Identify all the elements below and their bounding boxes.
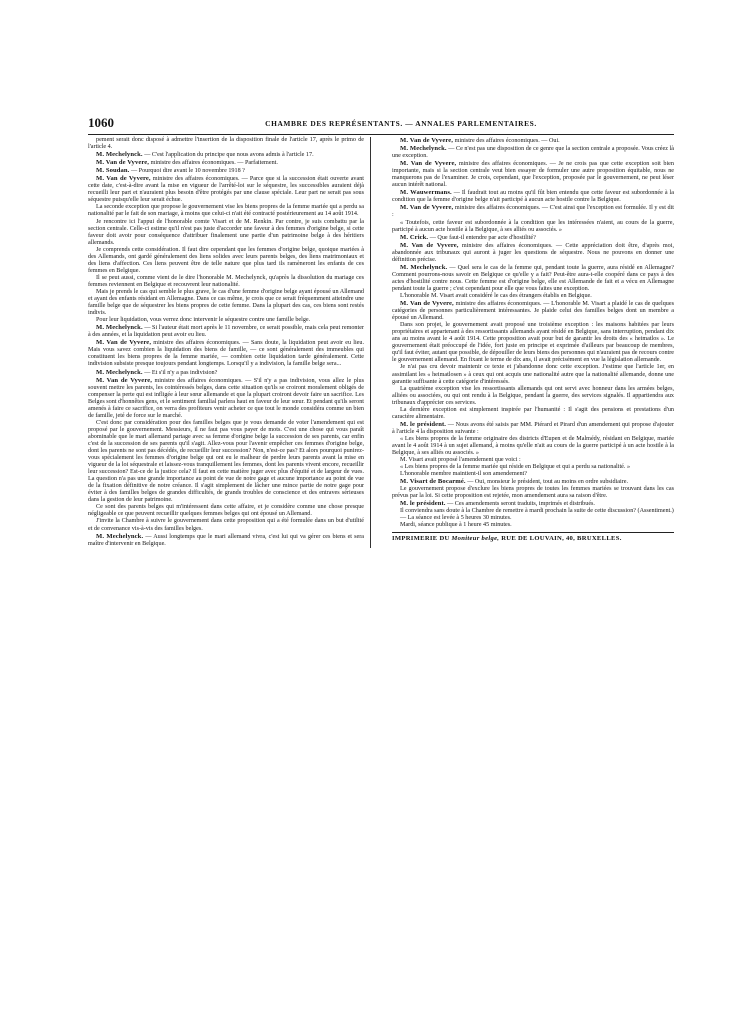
paragraph: [88, 204, 364, 218]
paragraph-text: « Les biens propres de la femme originaire des districts d'Eupen et de Malmédy, résidant en Belgique, mariée avant le 4 août 1914 à un sujet allemand, à moins qu'elle n'ait au cours de la guerre participé à un acte hostile à la Belgique, à ses alliés ou associés. »: [392, 435, 674, 457]
paragraph: [88, 289, 364, 317]
speaker-name: M. Mechelynck.: [96, 324, 143, 332]
paragraph-text: Je rencontre ici l'appui de l'honorable comte Visart et de M. Renkin. Par contre, je suis combattu par la section centrale. Celle-ci estime qu'il n'est pas juste d'accorder une faveur à des femmes d'origine belge, si cette faveur doit avoir pour conséquence d'attribuer finalement une partie d'un patrimoine belge à des héritiers allemands.: [88, 218, 364, 246]
paragraph-text: Je n'ai pas cru devoir maintenir ce texte et j'abandonne donc cette exception. J'estime que l'article 1er, en assimilant les « heimatlosen » à ceux qui ont acquis une nationalité autre que la nationalité allemande, donne une garantie suffisante à cette catégorie d'intéressés.: [392, 364, 674, 385]
paragraph-text: ministre des affaires économiques. — Parce que si la succession était ouverte avant cette date, c'est-à-dire avant la mise en vigueur de l'arrêté-loi sur le séquestre, les successibles auraient déjà recueilli leur part et n'auraient plus besoin d'être protégés par une clause spéciale. Leur part ne serait pas sous séquestre puisqu'elle leur serait échue.: [88, 176, 364, 204]
paragraph-text: ministre des affaires économiques. — S'il n'y a pas indivision, vous allez le plus souvent mettre les parents, les cointéressés belges, dans cette situation qu'ils se croiront moralement obligés de compenser la perte qui est infligée à leur sœur allemande et que la plupart croiront devoir faire un sacrifice. Les Belges sont d'honnêtes gens, et le sentiment familial parlera haut en faveur de leur sœur. Et pendant qu'ils seront amenés à faire ce sacrifice, on verra des profiteurs venir acheter ce que tout le monde considéra comme un bien de famille, jeté de force sur le marché.: [88, 377, 364, 419]
paragraph-text: — La séance est levée à 5 heures 30 minutes.: [400, 515, 512, 522]
speaker-name: M. le président.: [400, 500, 446, 508]
right-column-paragraphs: [392, 137, 674, 530]
speaker-name: M. Mechelynck.: [400, 145, 447, 153]
paragraph: [88, 175, 364, 204]
paragraph-text: — Il faudrait tout au moins qu'il fût bien entendu que cette faveur est subordonnée à la condition que la femme d'origine belge n'ait participé à aucun acte hostile contre la Belgique.: [392, 190, 674, 204]
speaker-name: M. Van de Vyvere,: [400, 160, 457, 168]
paragraph-text: Je comprends cette considération. Il faut dire cependant que les femmes d'origine belge, quoique mariées à des Allemands, ont gardé généralement des liens solides avec leurs parents belges, des liens matrimoniaux et des liens d'affection. Ces liens peuvent être de telle nature que plus tard ils ramèneront les enfants de ces femmes en Belgique.: [88, 246, 364, 274]
speaker-name: M. Mechelynck.: [96, 368, 143, 376]
paragraph-text: Pour leur liquidation, vous verrez donc intervenir le séquestre contre une famille belge.: [96, 317, 311, 324]
paragraph: [392, 300, 674, 322]
paragraph-text: pement serait donc disposé à admettre l'insertion de la disposition finale de l'article 17, après le primo de l'article 4.: [88, 137, 364, 151]
paragraph: [88, 420, 364, 505]
paragraph: [392, 508, 674, 515]
speaker-name: M. Van de Vyvere,: [400, 204, 454, 212]
paragraph-text: « Les biens propres de la femme mariée qui réside en Belgique et qui a perdu sa nationalité. »: [400, 464, 631, 471]
paragraph-text: Mais je prends le cas qui semble le plus grave, le cas d'une femme d'origine belge ayant épousé un Allemand et ayant des enfants résidant en Allemagne. Dans ce cas même, je crois que ce serait fréquemment atteindre une famille belge que de séquestrer les biens propres de cette femme. Dans la plupart des cas, ces biens sont restés indivis.: [88, 288, 364, 317]
speaker-name: M. Van de Vyvere,: [400, 241, 459, 249]
speaker-name: M. Mechelynck.: [96, 532, 144, 540]
imprint-address: RUE DE LOUVAIN, 40, BRUXELLES.: [499, 534, 622, 542]
paragraph-text: — Nous avons été saisis par MM. Piérard et Pirard d'un amendement qui propose d'ajouter à l'article 4 la disposition suivante :: [392, 421, 674, 435]
imprint-newspaper: Moniteur belge,: [451, 534, 500, 542]
paragraph-text: Mardi, séance publique à 1 heure 45 minutes.: [400, 522, 512, 529]
imprint-line: [392, 532, 674, 542]
paragraph-text: ministre des affaires économiques. — Sans doute, la liquidation peut avoir eu lieu. Mais vous savez combien la liquidation des biens de famille, — ce sont généralement des immeubles qui constituent les biens propres de la femme mariée, — combien cette liquidation tarde généralement. Cette indivision subsiste presque toujours pendant longtemps. Lorsqu'il y a indivision, la famille belge sera...: [88, 340, 364, 368]
paragraph: [392, 522, 674, 529]
paragraph: [392, 421, 674, 436]
left-column: [88, 137, 371, 548]
paragraph-text: La quatrième exception vise les ressortissants allemands qui ont servi avec honneur dans les armées belges, alliées ou associées, ou qui ont rendu à la Belgique, pendant la guerre, des services signalés. Il appartiendra aux tribunaux d'apprécier ces services.: [392, 385, 674, 406]
paragraph-text: C'est donc par considération pour des familles belges que je vous demande de voter l'amendement qui est proposé par le gouvernement. Messieurs, il ne faut pas vous payer de mots. C'est une chose qui vous paraît abominable que le mari allemand partage avec sa femme d'origine belge la succession de ses parents, car enfin c'est de la succession de ses parents qu'il s'agit. Allez-vous pour l'avenir empêcher ces femmes d'origine belge, dont les parents ne sont pas décédés, de recueillir leur succession? Non, n'est-ce pas? Et alors pourquoi punirez-vous spécialement les femmes d'origine belge qui ont eu le malheur de perdre leurs parents avant la mise en vigueur de la loi séquestrale et laissez-vous tranquillement les femmes, dont les parents vivent encore, recueillir leur succession? Est-ce de la justice cela? Il faut en cette matière juger avec plus d'équité et de largeur de vues. La question n'a pas une grande importance au point de vue de notre gage et aucune importance au point de vue de la fixation définitive de notre créance. Il s'agit simplement de lâcher une mince partie de notre gage pour éviter à des familles belges de grandes difficultés, de grands troubles de conscience et des entraves sérieuses dans la gestion de leur patrimoine.: [88, 419, 364, 504]
paragraph-text: L'honorable M. Visart avait considéré le cas des étrangers établis en Belgique.: [400, 292, 592, 299]
paragraph-text: — Oui, monsieur le président, tout au moins en ordre subsidiaire.: [467, 479, 629, 486]
speaker-name: M. Van de Vyvere,: [96, 175, 151, 183]
speaker-name: M. Visart de Bocarmé.: [400, 478, 466, 486]
speaker-name: M. Van de Vyvere,: [96, 159, 150, 167]
paragraph: [88, 339, 364, 368]
paragraph-text: M. Visart avait proposé l'amendement que voici :: [400, 457, 521, 464]
page-number: 1060: [88, 115, 114, 130]
paragraph: [392, 436, 674, 457]
paragraph: [392, 145, 674, 160]
paragraph-text: Ce sont des parents belges qui m'intéressent dans cette affaire, et je considère comme une chose presque négligeable ce que peuvent recueillir quelques femmes belges qui ont épousé un Allemand.: [88, 504, 364, 518]
paragraph-text: ministre des affaires économiques. — Je ne crois pas que cette exception soit bien importante, mais si la section centrale veut bien essayer de formuler une autre proposition équitable, nous ne manquerons pas de l'examiner. Je crois, cependant, que l'exception, proposée par le gouvernement, ne peut léser aucun intérêt national.: [392, 161, 674, 189]
text-columns: [88, 137, 674, 548]
paragraph: [88, 317, 364, 324]
paragraph-text: — Quel sera le cas de la femme qui, pendant toute la guerre, aura résidé en Allemagne? Comment pourrons-nous savoir en Belgique ce qu'elle y a fait? Peut-être aura-t-elle coopéré dans ce pays à des actes d'hostilité contre nous. Cette femme est d'origine belge, elle est Allemande de fait et a vécu en Allemagne pendant toute la guerre ; c'est cependant pour elle que vous faites une exception.: [392, 264, 674, 292]
paragraph: [88, 167, 364, 175]
speaker-name: M. Mechelynck.: [96, 151, 143, 159]
paragraph: [88, 151, 364, 159]
paragraph: [392, 471, 674, 478]
paragraph: [88, 219, 364, 247]
speaker-name: M. Wauwermans.: [400, 189, 452, 197]
imprint-prefix: IMPRIMERIE DU: [392, 534, 452, 542]
paragraph: [88, 137, 364, 151]
speaker-name: M. Mechelynck.: [400, 263, 448, 271]
paragraph-text: Il se peut aussi, comme vient de le dire l'honorable M. Mechelynck, qu'après la dissolution du mariage ces femmes reviennent en Belgique et recouvrent leur nationalité.: [88, 274, 364, 288]
paragraph: [392, 407, 674, 421]
paragraph: [392, 234, 674, 242]
paragraph-text: — Pourquoi dire avant le 10 novembre 1918 ?: [130, 168, 245, 175]
paragraph: [392, 220, 674, 234]
paragraph: [88, 324, 364, 339]
paragraph: [88, 377, 364, 420]
paragraph-text: — Ce n'est pas une disposition de ce genre que la section centrale a proposée. Vous créez là une exception.: [392, 146, 674, 160]
paragraph: [88, 369, 364, 377]
paragraph: [392, 464, 674, 471]
paragraph: [392, 486, 674, 500]
speaker-name: M. Van de Vyvere,: [400, 300, 454, 308]
paragraph-text: Le gouvernement propose d'exclure les biens propres de toutes les femmes mariées se trouvant dans les cas prévus par la loi. Si cette proposition est rejetée, mon amendement aura sa raison d'être.: [392, 486, 674, 500]
paragraph-text: Il conviendra sans doute à la Chambre de remettre à mardi prochain la suite de cette discussion? (Assentiment.): [400, 508, 674, 515]
paragraph: [392, 189, 674, 204]
speaker-name: M. Soudan.: [96, 167, 130, 175]
paragraph: [392, 293, 674, 300]
paragraph: [88, 533, 364, 548]
paragraph-text: — Aussi longtemps que le mari allemand vivra, c'est lui qui va gérer ces biens et sera maître d'intervenir en Belgique.: [88, 533, 364, 547]
page-header: [88, 114, 674, 134]
document-page: [88, 114, 674, 904]
speaker-name: M. Van de Vyvere,: [400, 137, 454, 144]
paragraph-text: La dernière exception est simplement inspirée par l'humanité : Il s'agit des pensions et prestations d'un caractère alimentaire.: [392, 406, 674, 420]
paragraph: [88, 504, 364, 518]
paragraph: [392, 386, 674, 407]
paragraph-text: ministre des affaires économiques. — L'honorable M. Visart a plaidé le cas de quelques catégories de personnes particulièrement intéressantes. Je plaide celui des familles belges dont un membre a épousé un Allemand.: [392, 301, 674, 322]
paragraph: [88, 518, 364, 532]
paragraph-text: La seconde exception que propose le gouvernement vise les biens propres de la femme mariée qui a perdu sa nationalité par le fait de son mariage, à moins que celui-ci n'ait été contracté postérieurement au 14 août 1914.: [88, 204, 364, 218]
paragraph: [392, 364, 674, 385]
paragraph-text: — C'est l'application du principe que nous avons admis à l'article 17.: [144, 152, 314, 159]
paragraph-text: J'invite la Chambre à suivre le gouvernement dans cette proposition qui a été formulée dans un but d'utilité et de convenance vis-à-vis des familles belges.: [88, 518, 364, 532]
paragraph: [392, 204, 674, 219]
speaker-name: M. Van de Vyvere,: [96, 339, 152, 347]
paragraph: [392, 242, 674, 264]
paragraph-text: — Que faut-il entendre par acte d'hostilité?: [429, 234, 536, 241]
paragraph: [392, 264, 674, 293]
speaker-name: M. le président.: [400, 420, 447, 428]
running-title: CHAMBRE DES REPRÉSENTANTS. — ANNALES PARLEMENTAIRES.: [265, 119, 537, 128]
speaker-name: M. Crick.: [400, 233, 429, 241]
speaker-name: M. Van de Vyvere,: [96, 376, 152, 384]
paragraph-text: ministre des affaires économiques. — Oui.: [454, 138, 560, 144]
paragraph: [392, 515, 674, 522]
paragraph-text: ministre des affaires économiques. — C'est ainsi que l'exception est formulée. Il y est dit :: [392, 205, 674, 219]
paragraph-text: — Ces amendements seront traduits, imprimés et distribués.: [447, 501, 595, 508]
paragraph: [88, 275, 364, 289]
right-column: [392, 137, 674, 548]
paragraph-text: ministre des affaires économiques. — Parfaitement.: [150, 160, 278, 167]
paragraph: [392, 322, 674, 364]
header-rule: [88, 134, 674, 135]
paragraph-text: — Si l'auteur était mort après le 11 novembre, ce serait possible, mais cela peut remonter à des années, et la liquidation peut avoir eu lieu.: [88, 325, 364, 339]
paragraph: [88, 159, 364, 167]
paragraph: [392, 160, 674, 189]
paragraph: [88, 247, 364, 275]
paragraph-text: « Toutefois, cette faveur est subordonnée à la condition que les intéressées n'aient, au cours de la guerre, participé à aucun acte hostile à la Belgique, à ses alliés ou associés. »: [392, 219, 674, 233]
paragraph-text: ministre des affaires économiques. — Cette appréciation doit être, d'après moi, abandonnée aux tribunaux qui auront à juger les questions de séquestre. Nous ne pouvons en donner une définition précise.: [392, 242, 674, 263]
paragraph-text: L'honorable membre maintient-il son amendement?: [400, 471, 527, 478]
paragraph-text: Dans son projet, le gouvernement avait proposé une troisième exception : les maisons habitées par leurs propriétaires et appartenant à des ressortissants allemands ayant résidé en Belgique, sans interruption, pendant dix ans au moins avant le 4 août 1914. Cette proposition avait pour but de garantir les droits des « heimatlos ». Le gouvernement était préoccupé de l'idée, fort juste en principe et exprimée d'ailleurs par beaucoup de membres, qu'il faut éviter, autant que possible, de dépouiller de leurs biens des personnes qui n'auraient pas de recours contre le gouvernement allemand. En fixant le terme de dix ans, il avait précisément en vue la législation allemande.: [392, 322, 674, 364]
paragraph: [392, 137, 674, 145]
paragraph-text: — Et s'il n'y a pas indivision?: [144, 369, 218, 376]
